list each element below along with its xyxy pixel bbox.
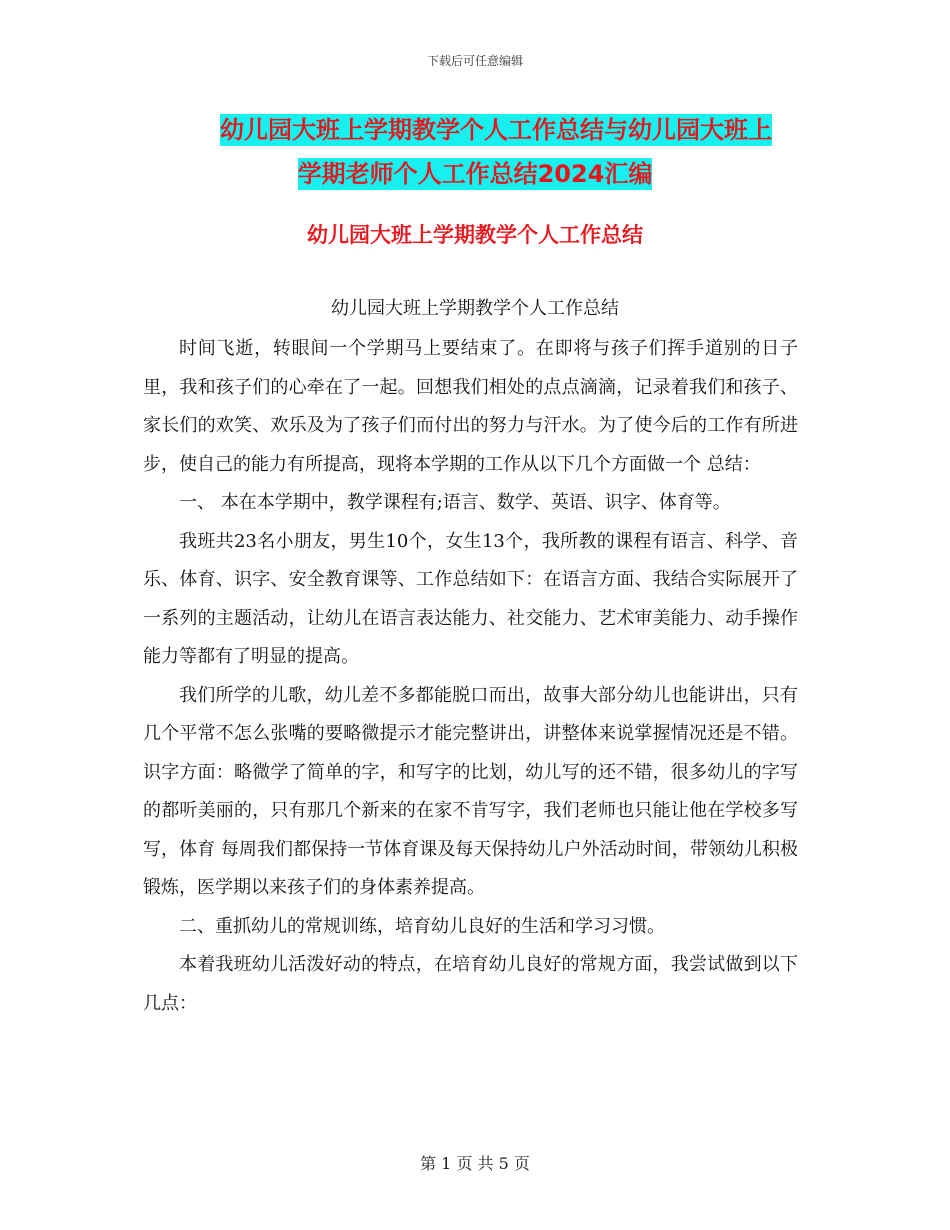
page-number: 第 1 页 共 5 页: [420, 1154, 530, 1173]
document-title-line-2: 学期老师个人工作总结2024汇编: [297, 160, 653, 188]
paragraph: 二、重抓幼儿的常规训练，培育幼儿良好的生活和学习习惯。: [179, 915, 665, 937]
section-title: 幼儿园大班上学期教学个人工作总结: [307, 223, 643, 247]
paragraph: 我们所学的儿歌，幼儿差不多都能脱口而出，故事大部分幼儿也能讲出，只有几个平常不怎么张嘴的要略微提示才能完整讲出，讲整体来说掌握情况还是不错。识字方面：略微学了简单的字，和写字的比划，幼儿写的还不错，很多幼儿的字写的都听美丽的，只有那几个新来的在家不肯写字，我们老师也只能让他在学校多写写，体育 每周我们都保持一节体育课及每天保持幼儿户外活动时间，带领幼儿积极锻炼，医学期以来孩子们的身体素养提高。: [143, 684, 798, 898]
document-title-line-1: 幼儿园大班上学期教学个人工作总结与幼儿园大班上: [220, 116, 772, 144]
document-title: [0, 108, 950, 196]
paragraph: 一、 本在本学期中，教学课程有;语言、数学、英语、识字、体育等。: [179, 492, 731, 513]
paragraph: 时间飞逝，转眼间一个学期马上要结束了。在即将与孩子们挥手道别的日子里，我和孩子们的心牵在了一起。回想我们相处的点点滴滴，记录着我们和孩子、家长们的欢笑、欢乐及为了孩子们而付出的努力与汗水。为了使今后的工作有所进步，使自己的能力有所提高，现将本学期的工作从以下几个方面做一个 总结：: [143, 338, 798, 475]
page-header-note: 下载后可任意编辑: [426, 54, 523, 68]
document-body: [143, 330, 798, 1023]
paragraph: 本着我班幼儿活泼好动的特点，在培育幼儿良好的常规方面，我尝试做到以下几点：: [143, 954, 798, 1014]
sub-title: 幼儿园大班上学期教学个人工作总结: [331, 298, 619, 319]
paragraph: 我班共23名小朋友，男生10个，女生13个，我所教的课程有语言、科学、音乐、体育、识字、安全教育课等、工作总结如下：在语言方面、我结合实际展开了一系列的主题活动，让幼儿在语言表达能力、社交能力、艺术审美能力、动手操作能力等都有了明显的提高。: [143, 530, 798, 667]
